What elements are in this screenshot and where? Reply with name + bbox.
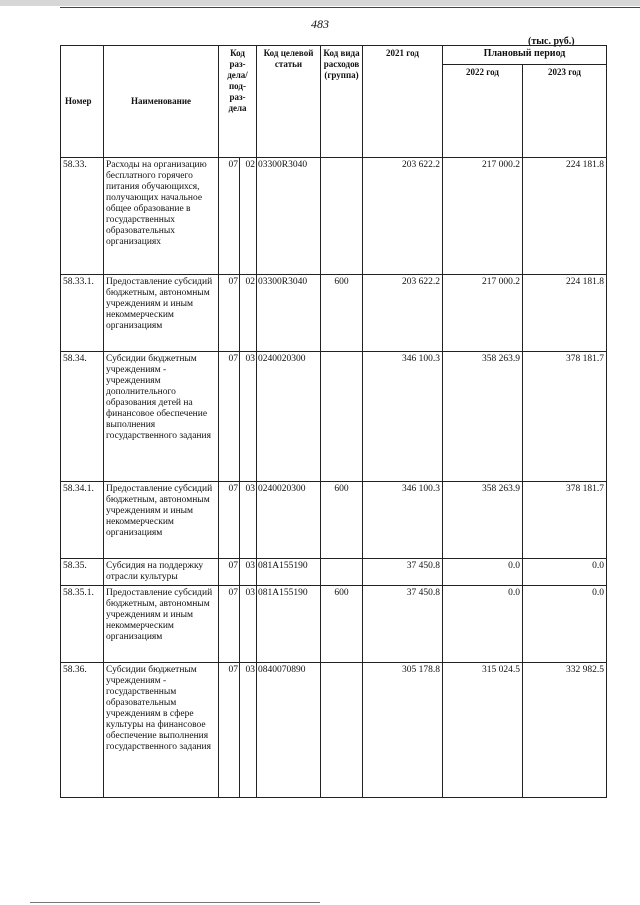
- row-amount-2022: 358 263.9: [443, 482, 523, 559]
- row-section: 07: [219, 158, 240, 275]
- row-amount-2021: 346 100.3: [363, 482, 443, 559]
- scan-top-edge: [0, 0, 640, 6]
- header-expense-type: Код вида расходов (группа): [321, 46, 363, 158]
- row-expense-type: 600: [321, 482, 363, 559]
- units-label: (тыс. руб.): [528, 36, 575, 47]
- row-name: Предоставление субсидий бюджетным, автономным учреждениям и иным некоммерческим организациям: [104, 275, 219, 352]
- row-subsection: 02: [240, 275, 257, 352]
- row-number: 58.34.1.: [61, 482, 104, 559]
- row-name: Субсидии бюджетным учреждениям - учреждениям дополнительного образования детей на финансовое обеспечение выполнения государственного задания: [104, 352, 219, 482]
- row-amount-2021: 305 178.8: [363, 663, 443, 798]
- row-expense-type: [321, 663, 363, 798]
- row-subsection: 03: [240, 663, 257, 798]
- row-amount-2022: 358 263.9: [443, 352, 523, 482]
- row-name: Предоставление субсидий бюджетным, автономным учреждениям и иным некоммерческим организациям: [104, 482, 219, 559]
- budget-table: [60, 45, 607, 798]
- row-amount-2023: 378 181.7: [523, 482, 607, 559]
- row-number: 58.34.: [61, 352, 104, 482]
- row-expense-type: [321, 352, 363, 482]
- row-amount-2023: 224 181.8: [523, 158, 607, 275]
- row-number: 58.33.: [61, 158, 104, 275]
- row-expense-type: [321, 559, 363, 586]
- row-amount-2023: 224 181.8: [523, 275, 607, 352]
- row-section: 07: [219, 586, 240, 663]
- page-number: 483: [311, 17, 329, 31]
- row-target-code: 081A155190: [257, 586, 321, 663]
- row-amount-2022: 315 024.5: [443, 663, 523, 798]
- table-row: [61, 586, 607, 663]
- row-amount-2021: 37 450.8: [363, 559, 443, 586]
- row-amount-2023: 332 982.5: [523, 663, 607, 798]
- header-target-code: Код целевой статьи: [257, 46, 321, 158]
- row-target-code: 03300R3040: [257, 158, 321, 275]
- row-expense-type: [321, 158, 363, 275]
- row-amount-2022: 217 000.2: [443, 275, 523, 352]
- row-expense-type: 600: [321, 586, 363, 663]
- scan-bottom-edge: [30, 902, 320, 903]
- table-row: [61, 482, 607, 559]
- table-row: [61, 663, 607, 798]
- row-amount-2021: 346 100.3: [363, 352, 443, 482]
- row-amount-2021: 37 450.8: [363, 586, 443, 663]
- header-year-2023: 2023 год: [523, 65, 607, 158]
- row-name: Предоставление субсидий бюджетным, автономным учреждениям и иным некоммерческим организациям: [104, 586, 219, 663]
- row-number: 58.35.: [61, 559, 104, 586]
- table-row: [61, 559, 607, 586]
- row-subsection: 02: [240, 158, 257, 275]
- row-number: 58.35.1.: [61, 586, 104, 663]
- header-number: Номер: [61, 46, 104, 158]
- header-year-2022: 2022 год: [443, 65, 523, 158]
- row-amount-2022: 0.0: [443, 586, 523, 663]
- row-target-code: 081A155190: [257, 559, 321, 586]
- row-subsection: 03: [240, 559, 257, 586]
- row-name: Субсидия на поддержку отрасли культуры: [104, 559, 219, 586]
- table-row: [61, 352, 607, 482]
- row-name: Расходы на организацию бесплатного горячего питания обучающихся, получающих начальное общее образование в государственных образовательных организациях: [104, 158, 219, 275]
- row-section: 07: [219, 352, 240, 482]
- row-target-code: 0240020300: [257, 482, 321, 559]
- row-section: 07: [219, 275, 240, 352]
- row-amount-2021: 203 622.2: [363, 158, 443, 275]
- row-subsection: 03: [240, 352, 257, 482]
- row-section: 07: [219, 663, 240, 798]
- row-target-code: 03300R3040: [257, 275, 321, 352]
- row-amount-2021: 203 622.2: [363, 275, 443, 352]
- header-section-code: Код раз-дела/ под-раз-дела: [219, 46, 257, 158]
- table-row: [61, 275, 607, 352]
- header-year-2021: 2021 год: [363, 46, 443, 158]
- row-amount-2023: 0.0: [523, 559, 607, 586]
- header-rule: [60, 7, 640, 8]
- row-amount-2022: 217 000.2: [443, 158, 523, 275]
- row-subsection: 03: [240, 482, 257, 559]
- row-amount-2023: 378 181.7: [523, 352, 607, 482]
- row-number: 58.33.1.: [61, 275, 104, 352]
- row-name: Субсидии бюджетным учреждениям - государственным образовательным учреждениям в сфере культуры на финансовое обеспечение выполнения государственного задания: [104, 663, 219, 798]
- row-number: 58.36.: [61, 663, 104, 798]
- header-row: [61, 46, 607, 65]
- row-section: 07: [219, 482, 240, 559]
- row-amount-2022: 0.0: [443, 559, 523, 586]
- row-target-code: 0240020300: [257, 352, 321, 482]
- header-name: Наименование: [104, 46, 219, 158]
- row-expense-type: 600: [321, 275, 363, 352]
- row-section: 07: [219, 559, 240, 586]
- row-target-code: 0840070890: [257, 663, 321, 798]
- row-subsection: 03: [240, 586, 257, 663]
- row-amount-2023: 0.0: [523, 586, 607, 663]
- table-row: [61, 158, 607, 275]
- header-planned-period: Плановый период: [443, 46, 607, 65]
